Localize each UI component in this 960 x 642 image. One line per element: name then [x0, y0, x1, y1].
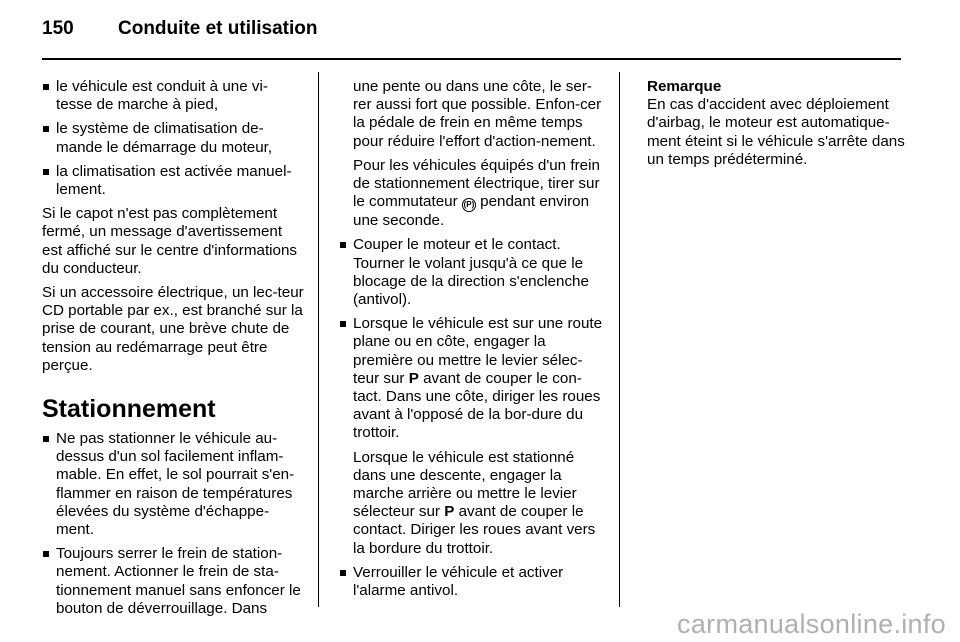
column-right	[647, 78, 907, 175]
list-item	[339, 315, 603, 442]
paragraph: Si un accessoire électrique, un lec-teur CD portable par ex., est branché sur la prise de courant, une brève chute de tension au redémarrage peut être perçue.	[42, 284, 304, 374]
list-item: Ne pas stationner le véhicule au-dessus d'un sol facilement inflam-mable. En effet, le sol pourrait s'en-flammer en raison de températures élevées du système d'échappe-ment.	[42, 430, 304, 539]
remark-title: Remarque	[647, 78, 722, 95]
list-item: le système de climatisation de-mande le démarrage du moteur,	[42, 120, 304, 156]
chapter-title: Conduite et utilisation	[118, 18, 318, 39]
list-item: Toujours serrer le frein de station-nement. Actionner le frein de sta-tionnement manuel sans enfoncer le bouton de déverrouillage. Dans	[42, 545, 304, 618]
paragraph: une pente ou dans une côte, le ser-rer aussi fort que possible. Enfon-cer la pédale de frein en même temps pour réduire l'effort d'action-nement.	[353, 78, 602, 150]
watermark: carmanualsonline.info	[677, 609, 946, 639]
gear-p-label: P	[444, 503, 455, 521]
text: pendant environ une seconde.	[353, 193, 590, 230]
paragraph	[339, 449, 603, 558]
parking-brake-icon: (P)	[462, 198, 476, 212]
column-divider	[619, 72, 620, 607]
paragraph	[339, 157, 603, 231]
header-rule	[42, 58, 901, 60]
page-number: 150	[42, 18, 74, 39]
paragraph: Si le capot n'est pas complètement fermé, un message d'avertissement est affiché sur le centre d'informations du conducteur.	[42, 205, 298, 277]
column-divider	[318, 72, 319, 607]
text: avant de couper le con-tact. Dans une côte, diriger les roues avant à l'opposé de la bor-dure du trottoir.	[353, 369, 601, 442]
text: avant de couper le contact. Diriger les roues avant vers la bordure du trottoir.	[353, 503, 596, 557]
section-heading: Stationnement	[42, 395, 216, 424]
text: Pour les véhicules équipés d'un frein de stationnement électrique, tirer sur le commutateur	[353, 156, 600, 211]
column-middle	[339, 78, 603, 606]
list-item: le véhicule est conduit à une vi-tesse de marche à pied,	[42, 78, 304, 114]
column-left	[42, 78, 304, 624]
gear-p-label: P	[408, 369, 419, 387]
list-item: la climatisation est activée manuel-lement.	[42, 163, 304, 199]
list-item: Couper le moteur et le contact. Tourner le volant jusqu'à ce que le blocage de la direction s'enclenche (antivol).	[339, 236, 603, 309]
list-item: Verrouiller le véhicule et activer l'alarme antivol.	[339, 564, 603, 600]
text: Lorsque le véhicule est sur une route plane ou en côte, engager la première ou mettre le levier sélec-teur sur	[353, 315, 603, 387]
text: Lorsque le véhicule est stationné dans une descente, engager la marche arrière ou mettre le levier sélecteur sur	[353, 448, 577, 521]
remark-text: En cas d'accident avec déploiement d'airbag, le moteur est automatique-ment éteint si le véhicule s'arrête dans un temps prédéterminé.	[647, 96, 905, 168]
